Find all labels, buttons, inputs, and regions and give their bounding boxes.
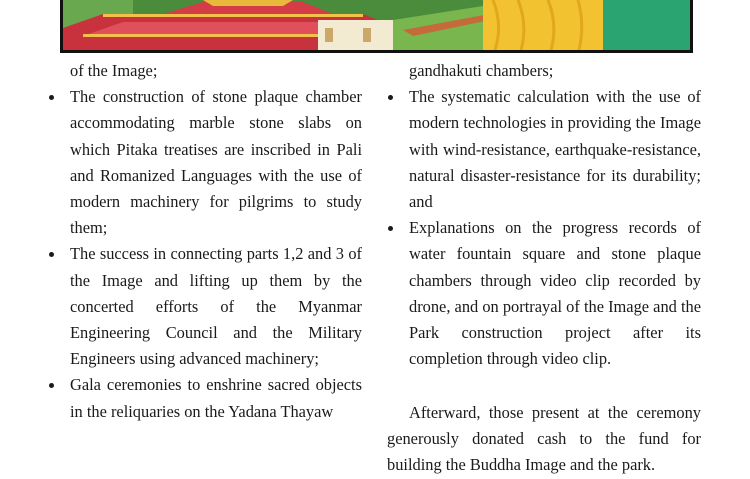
right-continuation: gandhakuti chambers; bbox=[409, 61, 554, 80]
temple-photo bbox=[60, 0, 693, 53]
closing-paragraph-block bbox=[387, 400, 701, 479]
list-item: The success in connecting parts 1,2 and 3 of the Image and lifting up them by the concerted efforts of the Myanmar Engineering Council and the Military Engineers using advanced machinery; bbox=[70, 241, 362, 372]
left-column bbox=[70, 58, 362, 425]
left-continuation: of the Image; bbox=[70, 61, 158, 80]
list-item: Gala ceremonies to enshrine sacred objects in the reliquaries on the Yadana Thayaw bbox=[70, 372, 362, 424]
closing-paragraph: Afterward, those present at the ceremony generously donated cash to the fund for building the Buddha Image and the park. bbox=[387, 403, 701, 475]
list-item: The construction of stone plaque chamber accommodating marble stone slabs on which Pitaka treatises are inscribed in Pali and Romanized Languages with the use of modern machinery for pilgrims to study them; bbox=[70, 84, 362, 241]
temple-photo-illustration bbox=[63, 0, 690, 50]
list-item: The systematic calculation with the use of modern technologies in providing the Image with wind-resistance, earthquake-resistance, natural disaster-resistance for its durability; and bbox=[409, 84, 701, 215]
right-column bbox=[409, 58, 701, 372]
list-item: Explanations on the progress records of water fountain square and stone plaque chambers through video clip recorded by drone, and on portrayal of the Image and the Park construction project after its completion through video clip. bbox=[409, 215, 701, 372]
